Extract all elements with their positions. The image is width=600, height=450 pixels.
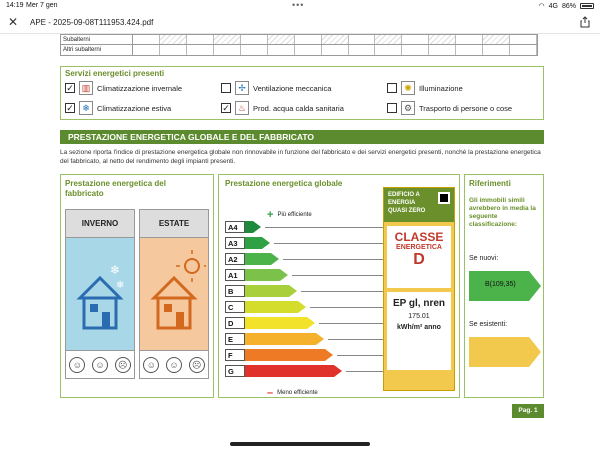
service-item bbox=[221, 81, 331, 95]
svg-text:❄: ❄ bbox=[110, 263, 121, 277]
energy-class-label: B bbox=[225, 285, 245, 297]
energy-class-bar-d bbox=[225, 317, 307, 329]
gear-icon: ⚙ bbox=[401, 101, 415, 115]
wifi-icon: ◠ bbox=[538, 3, 545, 10]
home-indicator[interactable] bbox=[230, 442, 370, 446]
ep-index bbox=[387, 292, 451, 370]
service-label: Ventilazione meccanica bbox=[253, 83, 332, 93]
winter-rating-faces bbox=[66, 350, 134, 378]
service-label: Trasporto di persone o cose bbox=[419, 103, 513, 113]
plus-icon: + bbox=[267, 209, 274, 221]
checkbox-empty-icon bbox=[387, 83, 397, 93]
checkbox-checked-icon: ✓ bbox=[66, 103, 74, 113]
service-item bbox=[387, 101, 512, 115]
energy-class-arrow-tip bbox=[253, 221, 261, 233]
riferimenti-panel bbox=[464, 174, 544, 398]
nuovi-class-value: B(109,35) bbox=[485, 281, 516, 288]
network-label: 4G bbox=[548, 2, 558, 10]
summer-house-icon bbox=[140, 238, 208, 350]
energy-class-bar-a2 bbox=[225, 253, 271, 265]
scale-guide-line bbox=[328, 339, 387, 340]
se-nuovi-label: Se nuovi: bbox=[469, 255, 499, 262]
summer-house-image bbox=[140, 238, 208, 350]
energy-class-label: A1 bbox=[225, 269, 245, 281]
page-number: Pag. 1 bbox=[512, 404, 544, 418]
riferimenti-title: Riferimenti bbox=[469, 179, 511, 188]
ep-unit: kWh/m² anno bbox=[397, 324, 441, 331]
energy-class-label: F bbox=[225, 349, 245, 361]
nzeb-checkbox-icon bbox=[438, 192, 450, 204]
energy-class-label: A3 bbox=[225, 237, 245, 249]
scale-guide-line bbox=[337, 355, 387, 356]
servizi-energetici-box bbox=[60, 66, 544, 120]
service-item bbox=[387, 81, 463, 95]
table-row bbox=[60, 45, 538, 56]
service-label: Prod. acqua calda sanitaria bbox=[253, 103, 344, 113]
lightbulb-icon: ✺ bbox=[401, 81, 415, 95]
piu-efficiente-marker bbox=[267, 209, 312, 221]
estate-label: ESTATE bbox=[140, 210, 208, 238]
scale-guide-line bbox=[346, 371, 387, 372]
energy-class-arrow-tip bbox=[289, 285, 297, 297]
globale-panel bbox=[218, 174, 460, 398]
table-row bbox=[60, 34, 538, 45]
classe-value: D bbox=[413, 251, 425, 268]
status-time: 14:19 bbox=[6, 2, 24, 9]
energy-class-arrow-tip bbox=[307, 317, 315, 329]
checkbox-checked-icon: ✓ bbox=[66, 83, 74, 93]
energetica-heading: ENERGETICA bbox=[396, 244, 442, 251]
neutral-face-icon: ☺ bbox=[166, 357, 182, 373]
neutral-face-icon: ☺ bbox=[92, 357, 108, 373]
energy-class-arrow-tip bbox=[262, 237, 270, 249]
energy-class-label: G bbox=[225, 365, 245, 377]
scale-guide-line bbox=[274, 243, 387, 244]
service-item bbox=[65, 101, 171, 115]
fan-icon: ✢ bbox=[235, 81, 249, 95]
energy-class-label: A2 bbox=[225, 253, 245, 265]
service-label: Illuminazione bbox=[419, 83, 463, 93]
subalterni-table bbox=[60, 34, 538, 56]
subalterni-label: Subalterni bbox=[61, 35, 133, 44]
happy-face-icon: ☺ bbox=[143, 357, 159, 373]
scale-guide-line bbox=[283, 259, 387, 260]
altri-subalterni-label: Altri subalterni bbox=[61, 45, 133, 55]
tap-water-icon: ♨ bbox=[235, 101, 249, 115]
summer-rating-faces bbox=[140, 350, 208, 378]
happy-face-icon: ☺ bbox=[69, 357, 85, 373]
winter-house-icon bbox=[66, 238, 134, 350]
winter-column bbox=[65, 209, 135, 379]
energy-class-box bbox=[383, 187, 455, 391]
ep-value: 175.01 bbox=[408, 313, 430, 320]
document-filename: APE - 2025-09-08T111953.424.pdf bbox=[30, 18, 154, 27]
energy-class-arrow-tip bbox=[271, 253, 279, 265]
pdf-page[interactable] bbox=[54, 34, 546, 430]
energy-class-arrow-tip bbox=[325, 349, 333, 361]
share-icon[interactable] bbox=[580, 16, 590, 28]
status-right bbox=[539, 2, 594, 10]
service-label: Climatizzazione invernale bbox=[97, 83, 183, 93]
energy-class-arrow-tip bbox=[316, 333, 324, 345]
servizi-title: Servizi energetici presenti bbox=[65, 69, 165, 78]
multitask-dots[interactable]: ••• bbox=[292, 0, 305, 10]
battery-icon bbox=[580, 3, 594, 9]
viewer-titlebar bbox=[0, 12, 600, 34]
air-conditioner-icon: ❄ bbox=[79, 101, 93, 115]
minus-icon: – bbox=[267, 387, 274, 399]
piu-efficiente-label: Più efficiente bbox=[277, 212, 312, 218]
intro-text: La sezione riporta l'indice di prestazione energetica globale non rinnovabile in funzione del fabbricato e dei servizi energetici presenti, nonché la prestazione energetica del fabbricato, al netto del rendimento degli impianti presenti. bbox=[60, 149, 541, 165]
energy-class-bar-c bbox=[225, 301, 298, 313]
energy-class-arrow-tip bbox=[334, 365, 342, 377]
scale-guide-line bbox=[301, 291, 387, 292]
energy-class-bar-g bbox=[225, 365, 334, 377]
energy-class-bar-a1 bbox=[225, 269, 280, 281]
energy-class-bar-a3 bbox=[225, 237, 262, 249]
status-date: Mer 7 gen bbox=[26, 2, 58, 9]
energy-class-bar-b bbox=[225, 285, 289, 297]
service-label: Climatizzazione estiva bbox=[97, 103, 172, 113]
summer-column bbox=[139, 209, 209, 379]
service-item bbox=[221, 101, 344, 115]
winter-house-image bbox=[66, 238, 134, 350]
sad-face-icon: ☹ bbox=[189, 357, 205, 373]
energy-class-bar-f bbox=[225, 349, 325, 361]
energy-class-label: A4 bbox=[225, 221, 245, 233]
energy-class-label: C bbox=[225, 301, 245, 313]
se-esistenti-label: Se esistenti: bbox=[469, 321, 508, 328]
meno-efficiente-marker bbox=[267, 387, 318, 399]
energy-class-label: E bbox=[225, 333, 245, 345]
svg-text:❄: ❄ bbox=[116, 280, 125, 291]
energy-class-bar-a4 bbox=[225, 221, 253, 233]
classe-heading: CLASSE bbox=[394, 230, 444, 244]
globale-title: Prestazione energetica globale bbox=[225, 179, 343, 188]
battery-percent: 86% bbox=[561, 2, 576, 10]
close-icon[interactable]: ✕ bbox=[8, 15, 19, 29]
energy-class-arrow-tip bbox=[280, 269, 288, 281]
scale-guide-line bbox=[265, 227, 387, 228]
nzeb-label: EDIFICIO A ENERGIA QUASI ZERO bbox=[384, 188, 454, 222]
riferimenti-desc: Gli immobili simili avrebbero in media la seguente classificazione: bbox=[469, 197, 536, 228]
service-item bbox=[65, 81, 182, 95]
checkbox-empty-icon bbox=[221, 83, 231, 93]
checkbox-empty-icon bbox=[387, 103, 397, 113]
sad-face-icon: ☹ bbox=[115, 357, 131, 373]
energy-class-label: D bbox=[225, 317, 245, 329]
energy-class-arrow-tip bbox=[298, 301, 306, 313]
scale-guide-line bbox=[292, 275, 387, 276]
fabbricato-panel bbox=[60, 174, 214, 398]
energy-class-bar-e bbox=[225, 333, 316, 345]
section-banner: PRESTAZIONE ENERGETICA GLOBALE E DEL FABBRICATO bbox=[60, 130, 544, 144]
scale-guide-line bbox=[310, 307, 387, 308]
inverno-label: INVERNO bbox=[66, 210, 134, 238]
meno-efficiente-label: Meno efficiente bbox=[277, 390, 318, 396]
scale-guide-line bbox=[319, 323, 387, 324]
fabbricato-title: Prestazione energetica del fabbricato bbox=[65, 179, 166, 198]
checkbox-checked-icon: ✓ bbox=[222, 103, 230, 113]
classe-energetica bbox=[387, 226, 451, 288]
ep-label: EP gl, nren bbox=[392, 298, 446, 309]
esistenti-class-arrow bbox=[469, 337, 541, 367]
radiator-icon: ▥ bbox=[79, 81, 93, 95]
status-bar bbox=[0, 0, 600, 12]
